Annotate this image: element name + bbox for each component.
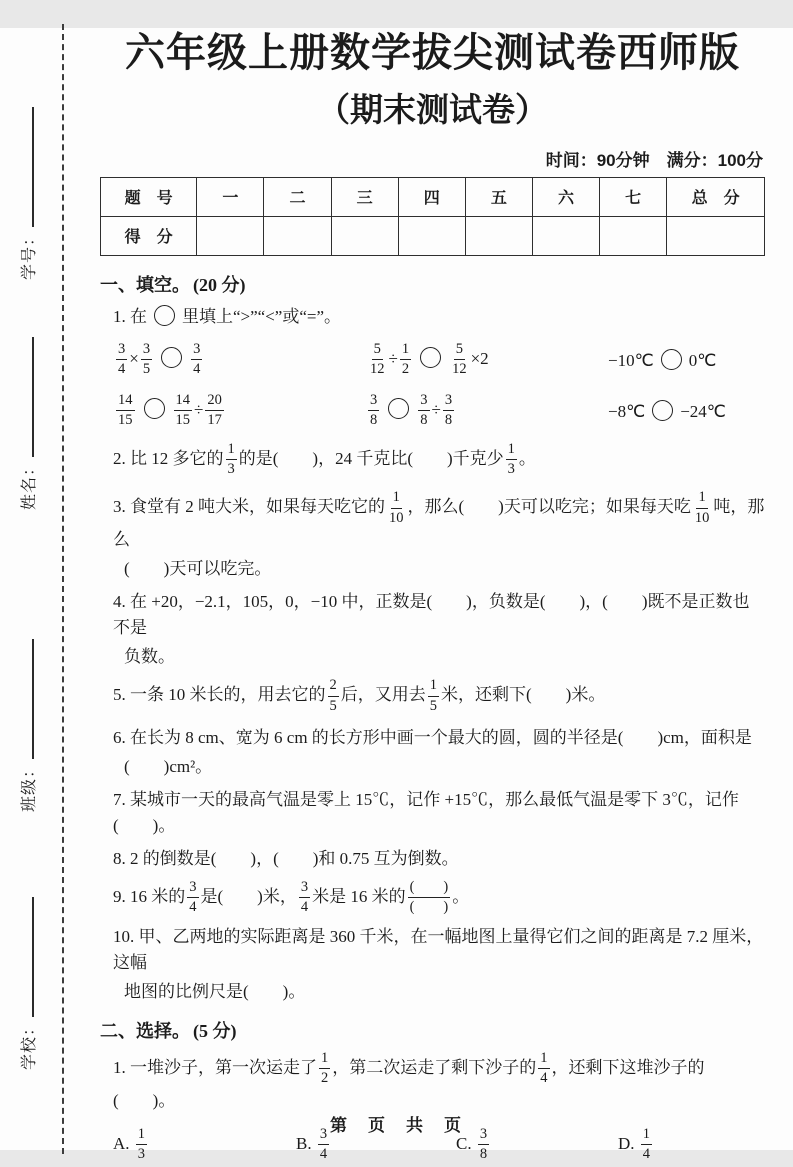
fraction: $\frac{1}{10}$ xyxy=(694,489,710,526)
margin-field-student-id xyxy=(16,90,39,280)
fraction: $\frac{3}{8}$ xyxy=(479,1125,488,1162)
score-cell xyxy=(398,216,465,255)
score-cell xyxy=(465,216,532,255)
fraction: $\frac{3}{8}$ xyxy=(370,391,378,429)
choice-q1-text: 1. 一堆沙子，第一次运走了 $\frac{1}{2}$ ，第二次运走了剩下沙子的 $\frac{1}{4}$ ，还剩下这堆沙子的( )。 xyxy=(113,1049,705,1110)
class-label: 班级： xyxy=(21,760,38,812)
comparison-circle-blank xyxy=(652,400,673,421)
comparison-circle-blank xyxy=(154,305,175,326)
section-1-heading xyxy=(100,271,765,297)
score-col-3: 三 xyxy=(331,177,398,216)
fraction: $\frac{1}{2}$ xyxy=(401,340,410,378)
option-a: A. $\frac{1}{3}$ xyxy=(113,1125,146,1162)
fill-q9: 9. 16 米的 $\frac{3}{4}$ 是( )米， $\frac{3}{4}$ 米是 16 米的 $\frac{( )}{( )}$ 。 xyxy=(113,878,470,916)
fraction: $\frac{1}{2}$ xyxy=(321,1049,329,1087)
score-col-total: 总 分 xyxy=(667,177,765,216)
paper-subtitle: （期末测试卷） xyxy=(317,91,548,128)
score-cell xyxy=(600,216,667,255)
comparison-circle-blank xyxy=(144,398,165,419)
fraction: $\frac{14}{15}$ xyxy=(118,391,133,429)
fraction: $\frac{1}{3}$ xyxy=(507,440,515,477)
test-paper-page xyxy=(0,28,793,1162)
student-id-label: 学号： xyxy=(21,228,38,280)
score-col-6: 六 xyxy=(532,177,599,216)
seal-dashed-line xyxy=(62,24,64,1154)
score-col-4: 四 xyxy=(398,177,465,216)
name-label: 姓名： xyxy=(21,458,38,510)
score-cell xyxy=(264,216,331,255)
fill-q10-line2: 地图的比例尺是( )。 xyxy=(124,981,306,1001)
fill-q1-text: 1. 在 里填上“>”“<”或“=”。 xyxy=(113,306,342,326)
fraction: $\frac{1}{10}$ xyxy=(389,489,404,526)
fraction: $\frac{3}{4}$ xyxy=(193,340,201,378)
fraction: $\frac{1}{5}$ xyxy=(429,677,437,714)
margin-field-name xyxy=(16,320,39,510)
section-2-points: (5 分) xyxy=(193,1020,237,1041)
student-id-blank xyxy=(17,107,34,227)
fill-q4-line1: 4. 在 +20，−2.1，105，0，−10 中，正数是( )，负数是( )，( )既不是正数也不是 xyxy=(113,592,750,638)
comparison-circle-blank xyxy=(420,347,441,368)
compare-expression-2: $\frac{5}{12}$ ÷ $\frac{1}{2}$ $\frac{5}{12}$ ×2 xyxy=(370,340,489,378)
comparison-circle-blank xyxy=(161,347,182,368)
compare-expression-6: −8℃ −24℃ xyxy=(608,401,726,421)
fill-q6-line2: ( )cm²。 xyxy=(124,756,213,776)
compare-expression-4: $\frac{14}{15}$ $\frac{14}{15}$ ÷ $\frac{20}{17}$ xyxy=(118,391,222,429)
option-d: D. $\frac{1}{4}$ xyxy=(618,1125,651,1162)
fraction: $\frac{3}{4}$ xyxy=(189,878,197,916)
fraction: $\frac{3}{4}$ xyxy=(118,340,126,378)
name-blank xyxy=(17,337,34,457)
school-blank xyxy=(17,897,34,1017)
fraction: $\frac{3}{8}$ xyxy=(420,391,428,429)
time-limit-full-score: 时间：90分钟 满分：100分 xyxy=(545,150,763,170)
page-footer: 第 页 共 页 xyxy=(330,1116,463,1135)
section-1-title: 一、填空。 xyxy=(100,274,190,295)
fraction: $\frac{3}{8}$ xyxy=(444,391,453,429)
score-cell xyxy=(331,216,398,255)
question-number-label: 题 号 xyxy=(101,177,197,216)
fraction: $\frac{2}{5}$ xyxy=(329,677,337,714)
margin-field-school xyxy=(16,880,39,1070)
fraction: $\frac{1}{4}$ xyxy=(540,1049,548,1087)
fill-q3-line2: ( )天可以吃完。 xyxy=(124,559,272,579)
score-table-header-row xyxy=(101,177,765,216)
score-table-score-row xyxy=(101,216,765,255)
fill-q10-line1: 10. 甲、乙两地的实际距离是 360 千米，在一幅地图上量得它们之间的距离是 7.2 厘米，这幅 xyxy=(113,926,764,972)
fill-q7: 7. 某城市一天的最高气温是零上 15℃，记作 +15℃，那么最低气温是零下 3℃，记作( )。 xyxy=(113,789,739,835)
score-cell xyxy=(532,216,599,255)
fill-q3-line1: 3. 食堂有 2 吨大米，如果每天吃它的 $\frac{1}{10}$ ，那么( )天可以吃完；如果每天吃 $\frac{1}{10}$ 吨，那么 xyxy=(113,489,765,550)
fraction: $\frac{1}{3}$ xyxy=(137,1125,146,1162)
fraction: $\frac{1}{3}$ xyxy=(227,440,235,477)
fraction: $\frac{14}{15}$ xyxy=(175,391,190,429)
section-1-points: (20 分) xyxy=(193,274,246,295)
score-col-1: 一 xyxy=(197,177,264,216)
comparison-circle-blank xyxy=(388,398,409,419)
fraction: $\frac{20}{17}$ xyxy=(207,391,222,429)
section-2-heading xyxy=(100,1017,765,1043)
fraction: $\frac{5}{12}$ xyxy=(370,340,385,378)
section-2-title: 二、选择。 xyxy=(100,1020,190,1041)
fill-q2: 2. 比 12 多它的 $\frac{1}{3}$ 的是( )，24 千克比( )千克少 $\frac{1}{3}$ 。 xyxy=(113,440,536,477)
compare-expression-1: $\frac{3}{4}$ × $\frac{3}{5}$ $\frac{3}{4}$ xyxy=(118,340,201,378)
fraction: $\frac{1}{4}$ xyxy=(642,1125,651,1162)
fraction: $\frac{3}{5}$ xyxy=(142,340,151,378)
fill-q1-row1 xyxy=(100,339,765,381)
fill-q4-line2: 负数。 xyxy=(124,647,175,667)
score-cell xyxy=(667,216,765,255)
fill-q8: 8. 2 的倒数是( )，( )和 0.75 互为倒数。 xyxy=(113,848,459,868)
fill-q6-line1: 6. 在长为 8 cm、宽为 6 cm 的长方形中画一个最大的圆，圆的半径是( )cm，面积是 xyxy=(113,727,752,747)
fraction: $\frac{5}{12}$ xyxy=(452,340,467,378)
score-label: 得 分 xyxy=(101,216,197,255)
compare-expression-5: $\frac{3}{8}$ $\frac{3}{8}$ ÷ $\frac{3}{8}$ xyxy=(370,391,453,429)
score-table xyxy=(100,177,765,256)
compare-expression-3: −10℃ 0℃ xyxy=(608,350,717,370)
class-blank xyxy=(17,639,34,759)
option-c: C. $\frac{3}{8}$ xyxy=(456,1125,488,1162)
fill-q1-row2 xyxy=(100,390,765,432)
score-cell xyxy=(197,216,264,255)
fraction: $\frac{3}{4}$ xyxy=(300,878,309,916)
fraction: $\frac{( )}{( )}$ xyxy=(409,878,449,916)
paper-title: 六年级上册数学拔尖测试卷西师版 xyxy=(125,31,740,75)
school-label: 学校： xyxy=(21,1018,38,1070)
score-col-5: 五 xyxy=(465,177,532,216)
fraction: $\frac{3}{4}$ xyxy=(319,1125,328,1162)
fill-q5: 5. 一条 10 米长的，用去它的 $\frac{2}{5}$ 后，又用去 $\frac{1}{5}$ 米，还剩下( )米。 xyxy=(113,677,606,714)
score-col-2: 二 xyxy=(264,177,331,216)
comparison-circle-blank xyxy=(661,349,682,370)
score-col-7: 七 xyxy=(600,177,667,216)
margin-field-class xyxy=(16,622,39,812)
option-b: B. $\frac{3}{4}$ xyxy=(296,1125,328,1162)
